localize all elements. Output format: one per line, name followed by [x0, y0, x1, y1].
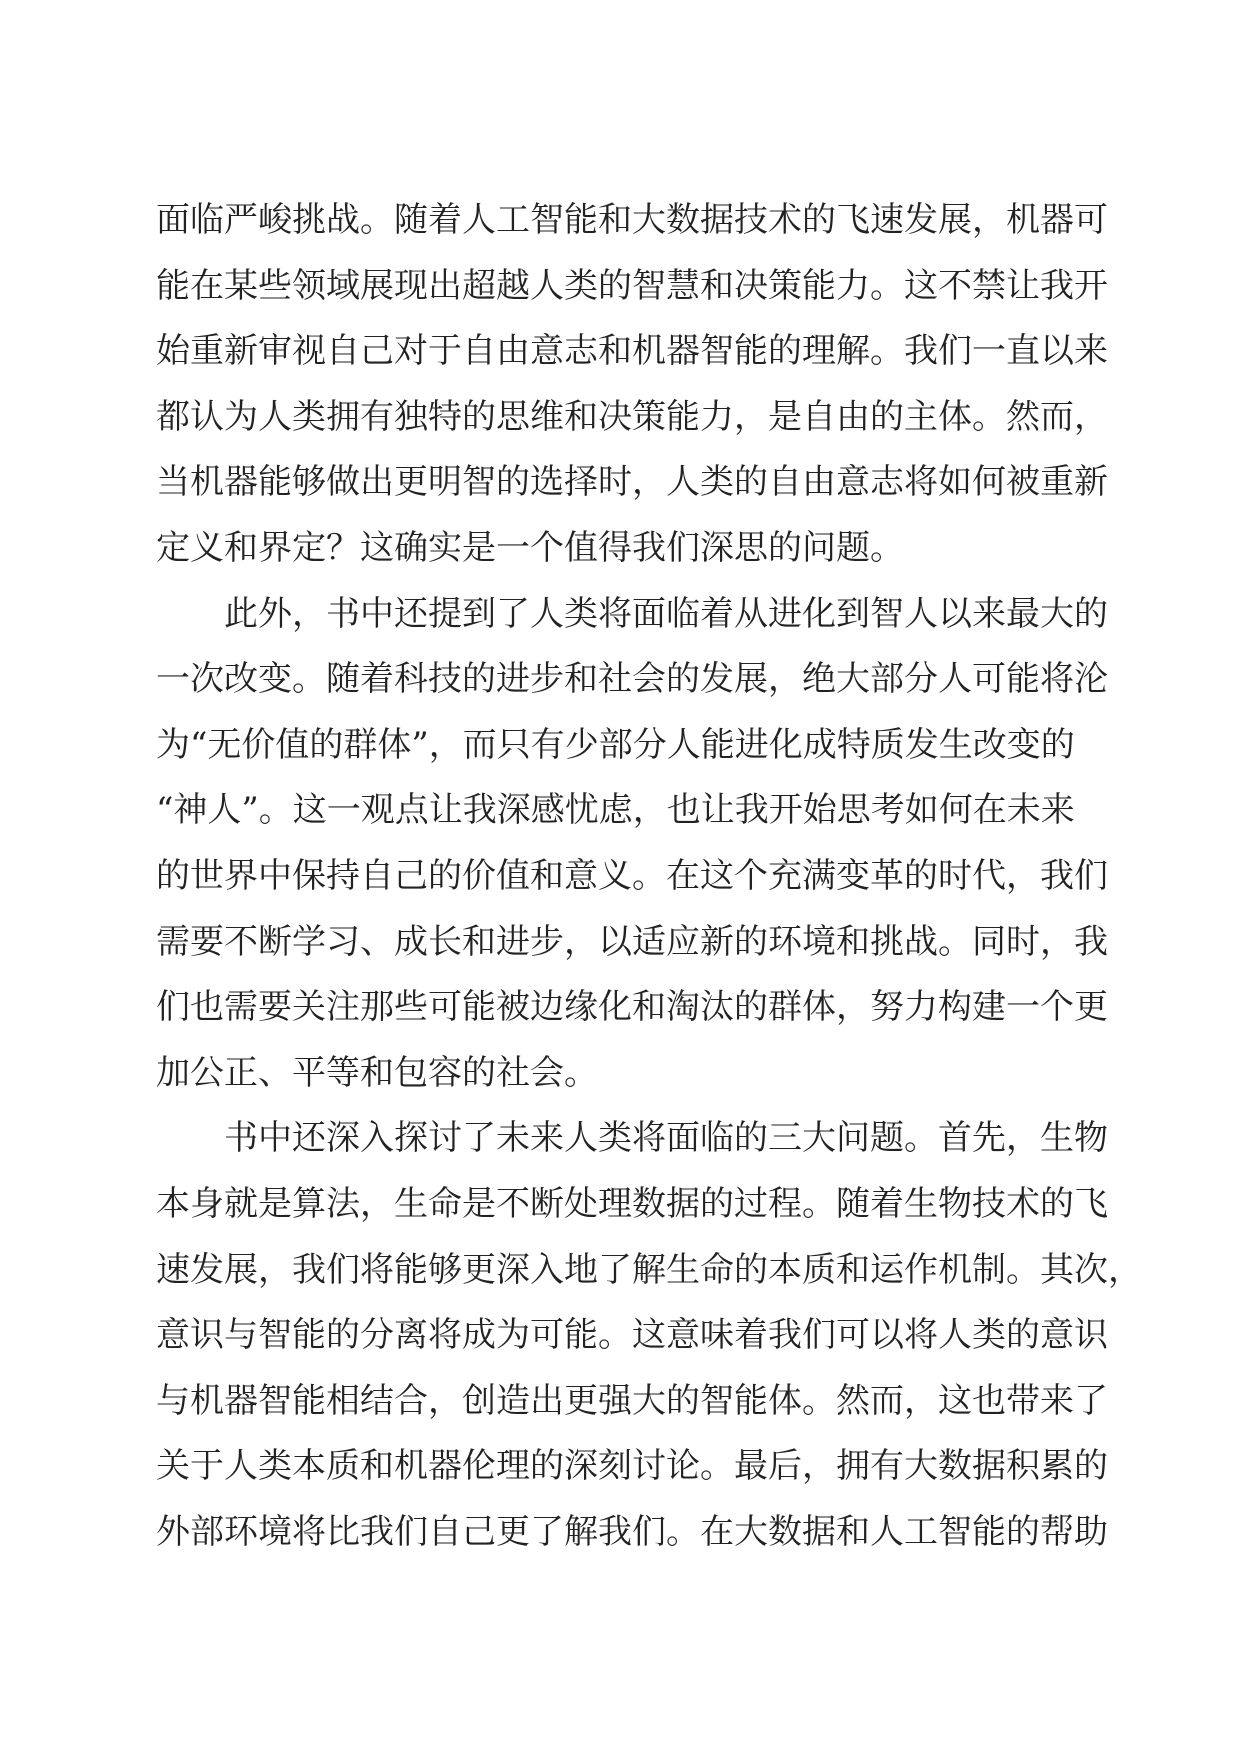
text-line: 关于人类本质和机器伦理的深刻讨论。最后，拥有大数据积累的 — [156, 1446, 1108, 1487]
body-text — [156, 188, 1142, 1565]
text-line: 的世界中保持自己的价值和意义。在这个充满变革的时代，我们 — [156, 855, 1108, 896]
text-line: 与机器智能相结合，创造出更强大的智能体。然而，这也带来了 — [156, 1380, 1108, 1421]
text-line: 定义和界定？这确实是一个值得我们深思的问题。 — [156, 527, 904, 568]
text-line: 需要不断学习、成长和进步，以适应新的环境和挑战。同时，我 — [156, 921, 1108, 962]
paragraph-1 — [156, 188, 1108, 582]
text-line: 能在某些领域展现出超越人类的智慧和决策能力。这不禁让我开 — [156, 265, 1108, 306]
text-line: 始重新审视自己对于自由意志和机器智能的理解。我们一直以来 — [156, 331, 1108, 372]
text-line: 当机器能够做出更明智的选择时，人类的自由意志将如何被重新 — [156, 462, 1108, 503]
paragraph-3 — [156, 1106, 1142, 1565]
text-line: 外部环境将比我们自己更了解我们。在大数据和人工智能的帮助 — [156, 1511, 1108, 1552]
text-line: 书中还深入探讨了未来人类将面临的三大问题。首先，生物 — [156, 1118, 1108, 1159]
text-line: 加公正、平等和包容的社会。 — [156, 1052, 598, 1093]
text-line: 此外，书中还提到了人类将面临着从进化到智人以来最大的 — [156, 593, 1108, 634]
text-line: 面临严峻挑战。随着人工智能和大数据技术的飞速发展，机器可 — [156, 200, 1108, 240]
text-line: 本身就是算法，生命是不断处理数据的过程。随着生物技术的飞 — [156, 1183, 1108, 1224]
text-line: 一次改变。随着科技的进步和社会的发展，绝大部分人可能将沦 — [156, 659, 1108, 700]
text-line: 意识与智能的分离将成为可能。这意味着我们可以将人类的意识 — [156, 1315, 1108, 1356]
text-line: “神人”。这一观点让我深感忧虑，也让我开始思考如何在未来 — [156, 790, 1075, 831]
text-line: 都认为人类拥有独特的思维和决策能力，是自由的主体。然而， — [156, 396, 1108, 437]
text-line: 们也需要关注那些可能被边缘化和淘汰的群体，努力构建一个更 — [156, 987, 1108, 1028]
text-line: 速发展，我们将能够更深入地了解生命的本质和运作机制。其次， — [156, 1249, 1142, 1290]
text-line: 为“无价值的群体”，而只有少部分人能进化成特质发生改变的 — [156, 724, 1075, 765]
paragraph-2 — [156, 582, 1108, 1107]
